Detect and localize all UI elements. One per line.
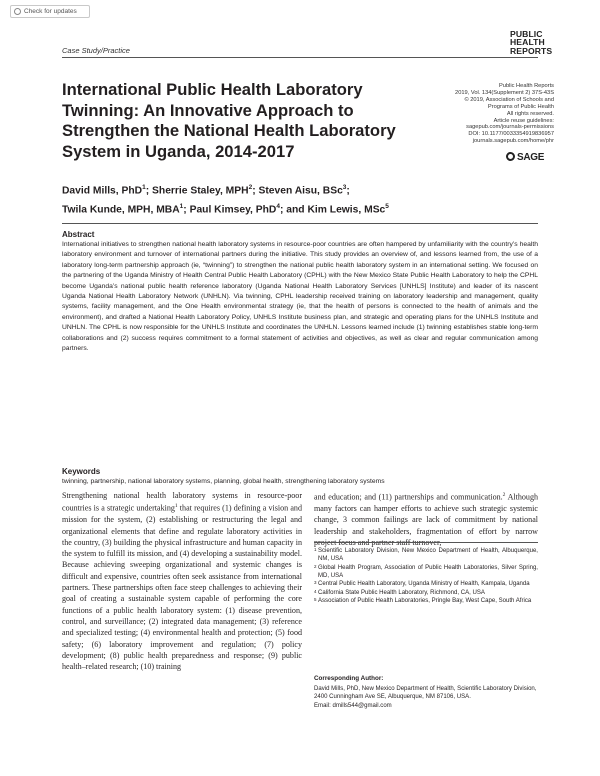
author-name: Sherrie Staley, MPH bbox=[152, 185, 249, 197]
body-text-continued: that requires (1) defining a vision and mission for the system, (2) establishing or restructuring the legal and organizational elements that define and regulate laboratory activities in the country, (3) building the physical infrastructure and human capacity in the system to fulfill its mission, and (4) developing a sustainability model. Because achieving sweeping organizational and systemic changes is difficult and expensive, countries often seek assistance from international partners. These partnerships often face steep challenges to achieving their goal of creating a sustainable system capable of performing the core functions of a public health laboratory system: (1) disease prevention, control, and surveillance; (2) integrated data management; (3) reference and specialized testing; (4) environmental health and protection; (5) food safety; (6) laboratory improvement and regulation; (7) policy development; (8) public health preparedness and response; (9) public health–related research; (10) training bbox=[62, 503, 302, 672]
author-name: Twila Kunde, MPH, MBA bbox=[62, 204, 180, 216]
logo-line: PUBLIC bbox=[510, 29, 543, 39]
corresponding-author bbox=[314, 685, 538, 710]
body-text: Strengthening national health laboratory systems in resource-poor countries is a strategic undertaking bbox=[62, 491, 302, 513]
author-list bbox=[62, 180, 542, 218]
article-type: Case Study/Practice bbox=[62, 46, 130, 55]
footnote-divider bbox=[314, 542, 538, 543]
footnote-number: 2 bbox=[314, 563, 317, 569]
footnote-text: Association of Public Health Laboratories, Pringle Bay, West Cape, South Africa bbox=[318, 598, 532, 605]
author-separator: ; and bbox=[280, 204, 308, 216]
meta-line: All rights reserved. bbox=[506, 110, 554, 117]
meta-line: Programs of Public Health bbox=[487, 103, 554, 110]
meta-link[interactable]: sagepub.com/journals-permissions bbox=[466, 124, 554, 131]
footnote-text: Scientific Laboratory Division, New Mexico Department of Health, Albuquerque, NM, USA bbox=[318, 548, 538, 563]
body-text: and education; and (11) partnerships and communication. bbox=[314, 492, 503, 502]
author-separator: ; bbox=[346, 185, 350, 197]
citation-ref[interactable]: 1 bbox=[174, 503, 178, 510]
logo-line: HEALTH bbox=[510, 37, 545, 48]
abstract-divider bbox=[62, 223, 538, 224]
body-text-continued: Although many factors can hamper efforts to achieve such strategic systemic change, 3 common failings are lack of commitment by national leadership and stakeholders, fragmentation of effort by narrow project focus and partner staff turnover, bbox=[314, 492, 539, 547]
footnote bbox=[314, 589, 538, 597]
author-name: David Mills, PhD bbox=[62, 185, 143, 197]
author-name: Kim Lewis, MSc bbox=[307, 204, 386, 216]
author-affiliation: 1 bbox=[142, 184, 146, 191]
corresponding-address: David Mills, PhD, New Mexico Department of Health, Scientific Laboratory Division, 2400 Cunningham Ave SE, Albuquerque, NM 87106, USA. bbox=[314, 686, 537, 701]
author-separator: ; bbox=[145, 185, 153, 197]
footnote-number: 3 bbox=[314, 580, 317, 586]
body-paragraph bbox=[314, 490, 538, 548]
author-affiliation: 4 bbox=[276, 202, 280, 210]
citation-ref[interactable]: 2 bbox=[502, 492, 506, 498]
author-affiliation: 5 bbox=[385, 202, 389, 210]
footnote-number: 4 bbox=[314, 588, 317, 594]
body-column-left bbox=[62, 490, 302, 672]
footnote-text: Global Health Program, Association of Public Health Laboratories, Silver Spring, MD, USA bbox=[318, 564, 538, 580]
publisher-name: SAGE bbox=[517, 152, 545, 163]
badge-label: Check for updates bbox=[24, 8, 77, 15]
footnote-number: 5 bbox=[314, 597, 317, 603]
footnote bbox=[314, 547, 538, 564]
author-name: Paul Kimsey, PhD bbox=[189, 204, 277, 216]
logo-line: REPORTS bbox=[510, 45, 553, 56]
author-affiliation: 3 bbox=[342, 184, 347, 191]
publisher-logo bbox=[506, 152, 544, 163]
footnote bbox=[314, 597, 538, 605]
article-title: International Public Health Laboratory Twinning: An Innovative Approach to Strengthen the National Health Laboratory System in Uganda, 2014-2017 bbox=[62, 80, 396, 161]
check-for-updates-badge[interactable] bbox=[10, 5, 90, 18]
footnote-number: 1 bbox=[314, 547, 317, 552]
author-name: Steven Aisu, BSc bbox=[258, 185, 343, 197]
sage-icon bbox=[506, 152, 515, 161]
abstract-heading: Abstract bbox=[62, 230, 95, 239]
meta-line: 2019, Vol. 134(Supplement 2) 37S-43S bbox=[455, 89, 554, 96]
header-divider bbox=[62, 57, 538, 58]
abstract-text: International initiatives to strengthen national health laboratory systems in resource-poor countries are often hampered by unfamiliarity with the country’s health laboratory environment and turnover of international partners during the initiative. This study provides an overview of, and lessons learned from, the use of a laboratory long-term partnership approach (ie, “twinning”) to strengthen the national public health laboratory system in an international setting. We focused on the partnering of the Uganda Ministry of Health Central Public Health Laboratory (CPHL) with the New Mexico State Public Health Laboratory to help the CPHL become Uganda’s national public health reference laboratory (Uganda National Health Laboratory Services [UNHLS] Institute) and leader of its nascent Uganda National Health Laboratory Network (UNHLN). Via twinning, CPHL leadership received training on laboratory leadership and management, quality systems, facility management, and the One Health environmental strategy (ie, that the health of persons is connected to the health of animals and the environment), and drafted a National Health Laboratory Policy, UNHLS Institute business plan, and strategic and operating plans for the UNHLS Institute and UNHLN. The CPHL is now responsible for the UNHLS Institute and coordinates the UNHLN. Lessons learned include (1) twinning establishes stable long-term collaborations and (2) success requires commitment to a formal statement of activities and objectives, as well as clear and regular communication among partners. bbox=[62, 241, 538, 353]
update-icon bbox=[14, 8, 21, 15]
author-line bbox=[62, 180, 542, 199]
body-paragraph bbox=[62, 490, 302, 672]
footnote-text: California State Public Health Laboratory, Richmond, CA, USA bbox=[318, 589, 485, 596]
corresponding-email[interactable]: Email: dmills544@gmail.com bbox=[314, 702, 392, 709]
footnote bbox=[314, 580, 538, 588]
meta-line: Public Health Reports bbox=[498, 83, 554, 89]
author-separator: ; bbox=[183, 204, 190, 216]
body-column-right bbox=[314, 490, 538, 548]
footnote bbox=[314, 564, 538, 581]
meta-line: Article reuse guidelines: bbox=[493, 117, 554, 124]
author-affiliation: 1 bbox=[179, 202, 184, 210]
meta-line: © 2019, Association of Schools and bbox=[464, 96, 554, 103]
publication-metadata bbox=[440, 83, 554, 145]
author-affiliation: 2 bbox=[248, 184, 253, 191]
doi[interactable]: DOI: 10.1177/0033354919836957 bbox=[468, 131, 554, 138]
author-separator: ; bbox=[252, 185, 259, 197]
meta-link[interactable]: journals.sagepub.com/home/phr bbox=[472, 138, 554, 145]
corresponding-author-heading: Corresponding Author: bbox=[314, 675, 384, 682]
keywords-heading: Keywords bbox=[62, 467, 101, 476]
affiliation-footnotes bbox=[314, 547, 538, 605]
keywords-text: twinning, partnership, national laboratory systems, planning, global health, strengthening laboratory systems bbox=[62, 478, 385, 485]
author-line bbox=[62, 199, 542, 218]
footnote-text: Central Public Health Laboratory, Uganda Ministry of Health, Kampala, Uganda bbox=[318, 581, 530, 588]
journal-logo bbox=[510, 30, 552, 55]
